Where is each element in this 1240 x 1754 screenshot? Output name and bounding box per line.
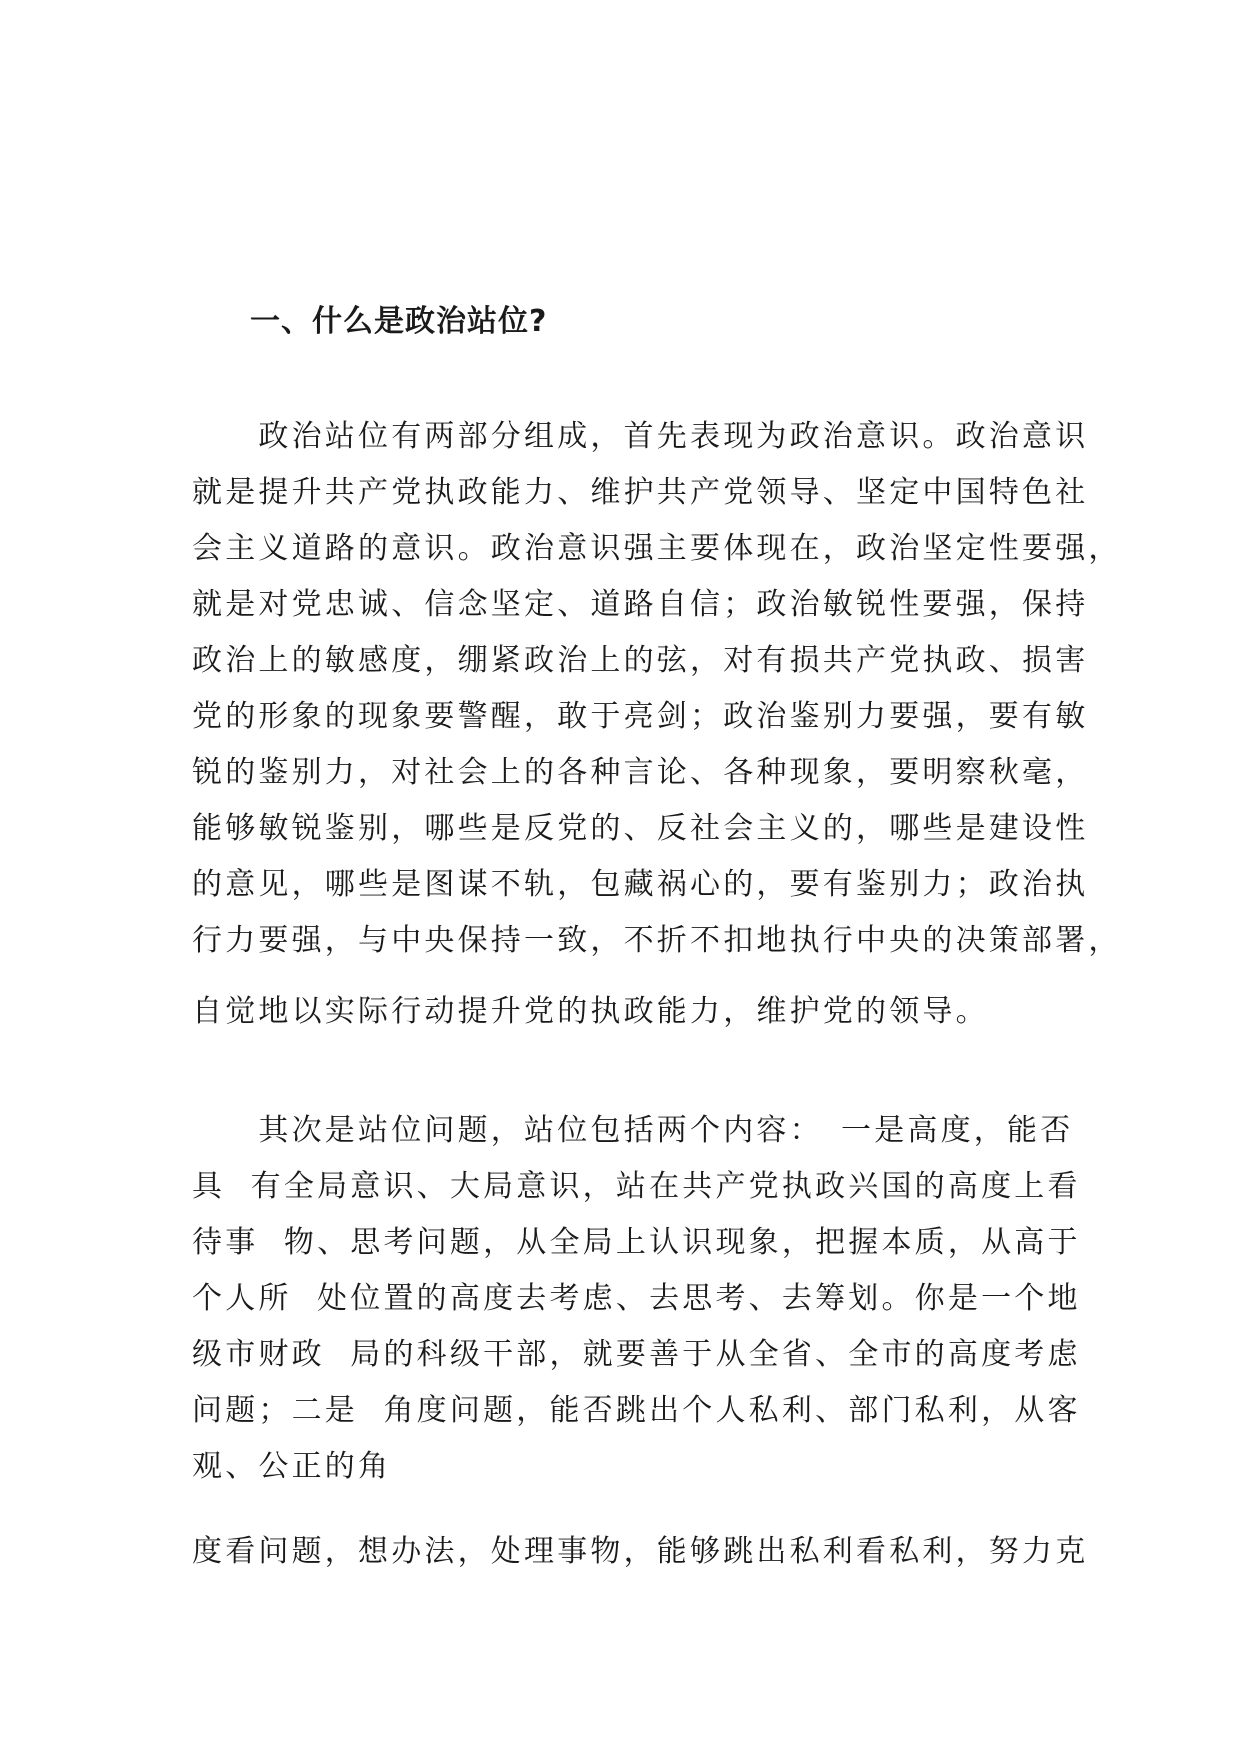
paragraph-line: 锐的鉴别力，对社会上的各种言论、各种现象，要明察秋毫， bbox=[192, 755, 1089, 790]
paragraph-line: 待事 物、思考问题，从全局上认识现象，把握本质，从高于 bbox=[192, 1225, 1081, 1260]
paragraph-line: 个人所 处位置的高度去考虑、去思考、去筹划。你是一个地 bbox=[192, 1281, 1081, 1316]
paragraph-line: 会主义道路的意识。政治意识强主要体现在，政治坚定性要强， bbox=[192, 531, 1122, 566]
paragraph-line: 党的形象的现象要警醒，敢于亮剑；政治鉴别力要强，要有敏 bbox=[192, 699, 1089, 734]
paragraph-line: 就是对党忠诚、信念坚定、道路自信；政治敏锐性要强，保持 bbox=[192, 587, 1089, 622]
paragraph-line: 自觉地以实际行动提升党的执政能力，维护党的领导。 bbox=[192, 994, 989, 1029]
paragraph-line: 级市财政 局的科级干部，就要善于从全省、全市的高度考虑 bbox=[192, 1337, 1081, 1372]
paragraph-line: 度看问题，想办法，处理事物，能够跳出私利看私利，努力克 bbox=[192, 1534, 1089, 1569]
paragraph-line: 就是提升共产党执政能力、维护共产党领导、坚定中国特色社 bbox=[192, 475, 1089, 510]
paragraph-line: 行力要强，与中央保持一致，不折不扣地执行中央的决策部署， bbox=[192, 923, 1122, 958]
paragraph-line: 的意见，哪些是图谋不轨，包藏祸心的，要有鉴别力；政治执 bbox=[192, 867, 1089, 902]
paragraph-line: 政治上的敏感度，绷紧政治上的弦，对有损共产党执政、损害 bbox=[192, 643, 1089, 678]
section-heading: 一、什么是政治站位? bbox=[250, 304, 548, 339]
paragraph-line: 具 有全局意识、大局意识，站在共产党执政兴国的高度上看 bbox=[192, 1169, 1081, 1204]
paragraph-line: 问题；二是 角度问题，能否跳出个人私利、部门私利，从客 bbox=[192, 1393, 1081, 1428]
paragraph-line: 观、公正的角 bbox=[192, 1449, 392, 1484]
paragraph-line: 其次是站位问题，站位包括两个内容： 一是高度，能否 bbox=[192, 1113, 1074, 1148]
paragraph-line: 政治站位有两部分组成，首先表现为政治意识。政治意识 bbox=[192, 419, 1089, 454]
paragraph-line: 能够敏锐鉴别，哪些是反党的、反社会主义的，哪些是建设性 bbox=[192, 811, 1089, 846]
